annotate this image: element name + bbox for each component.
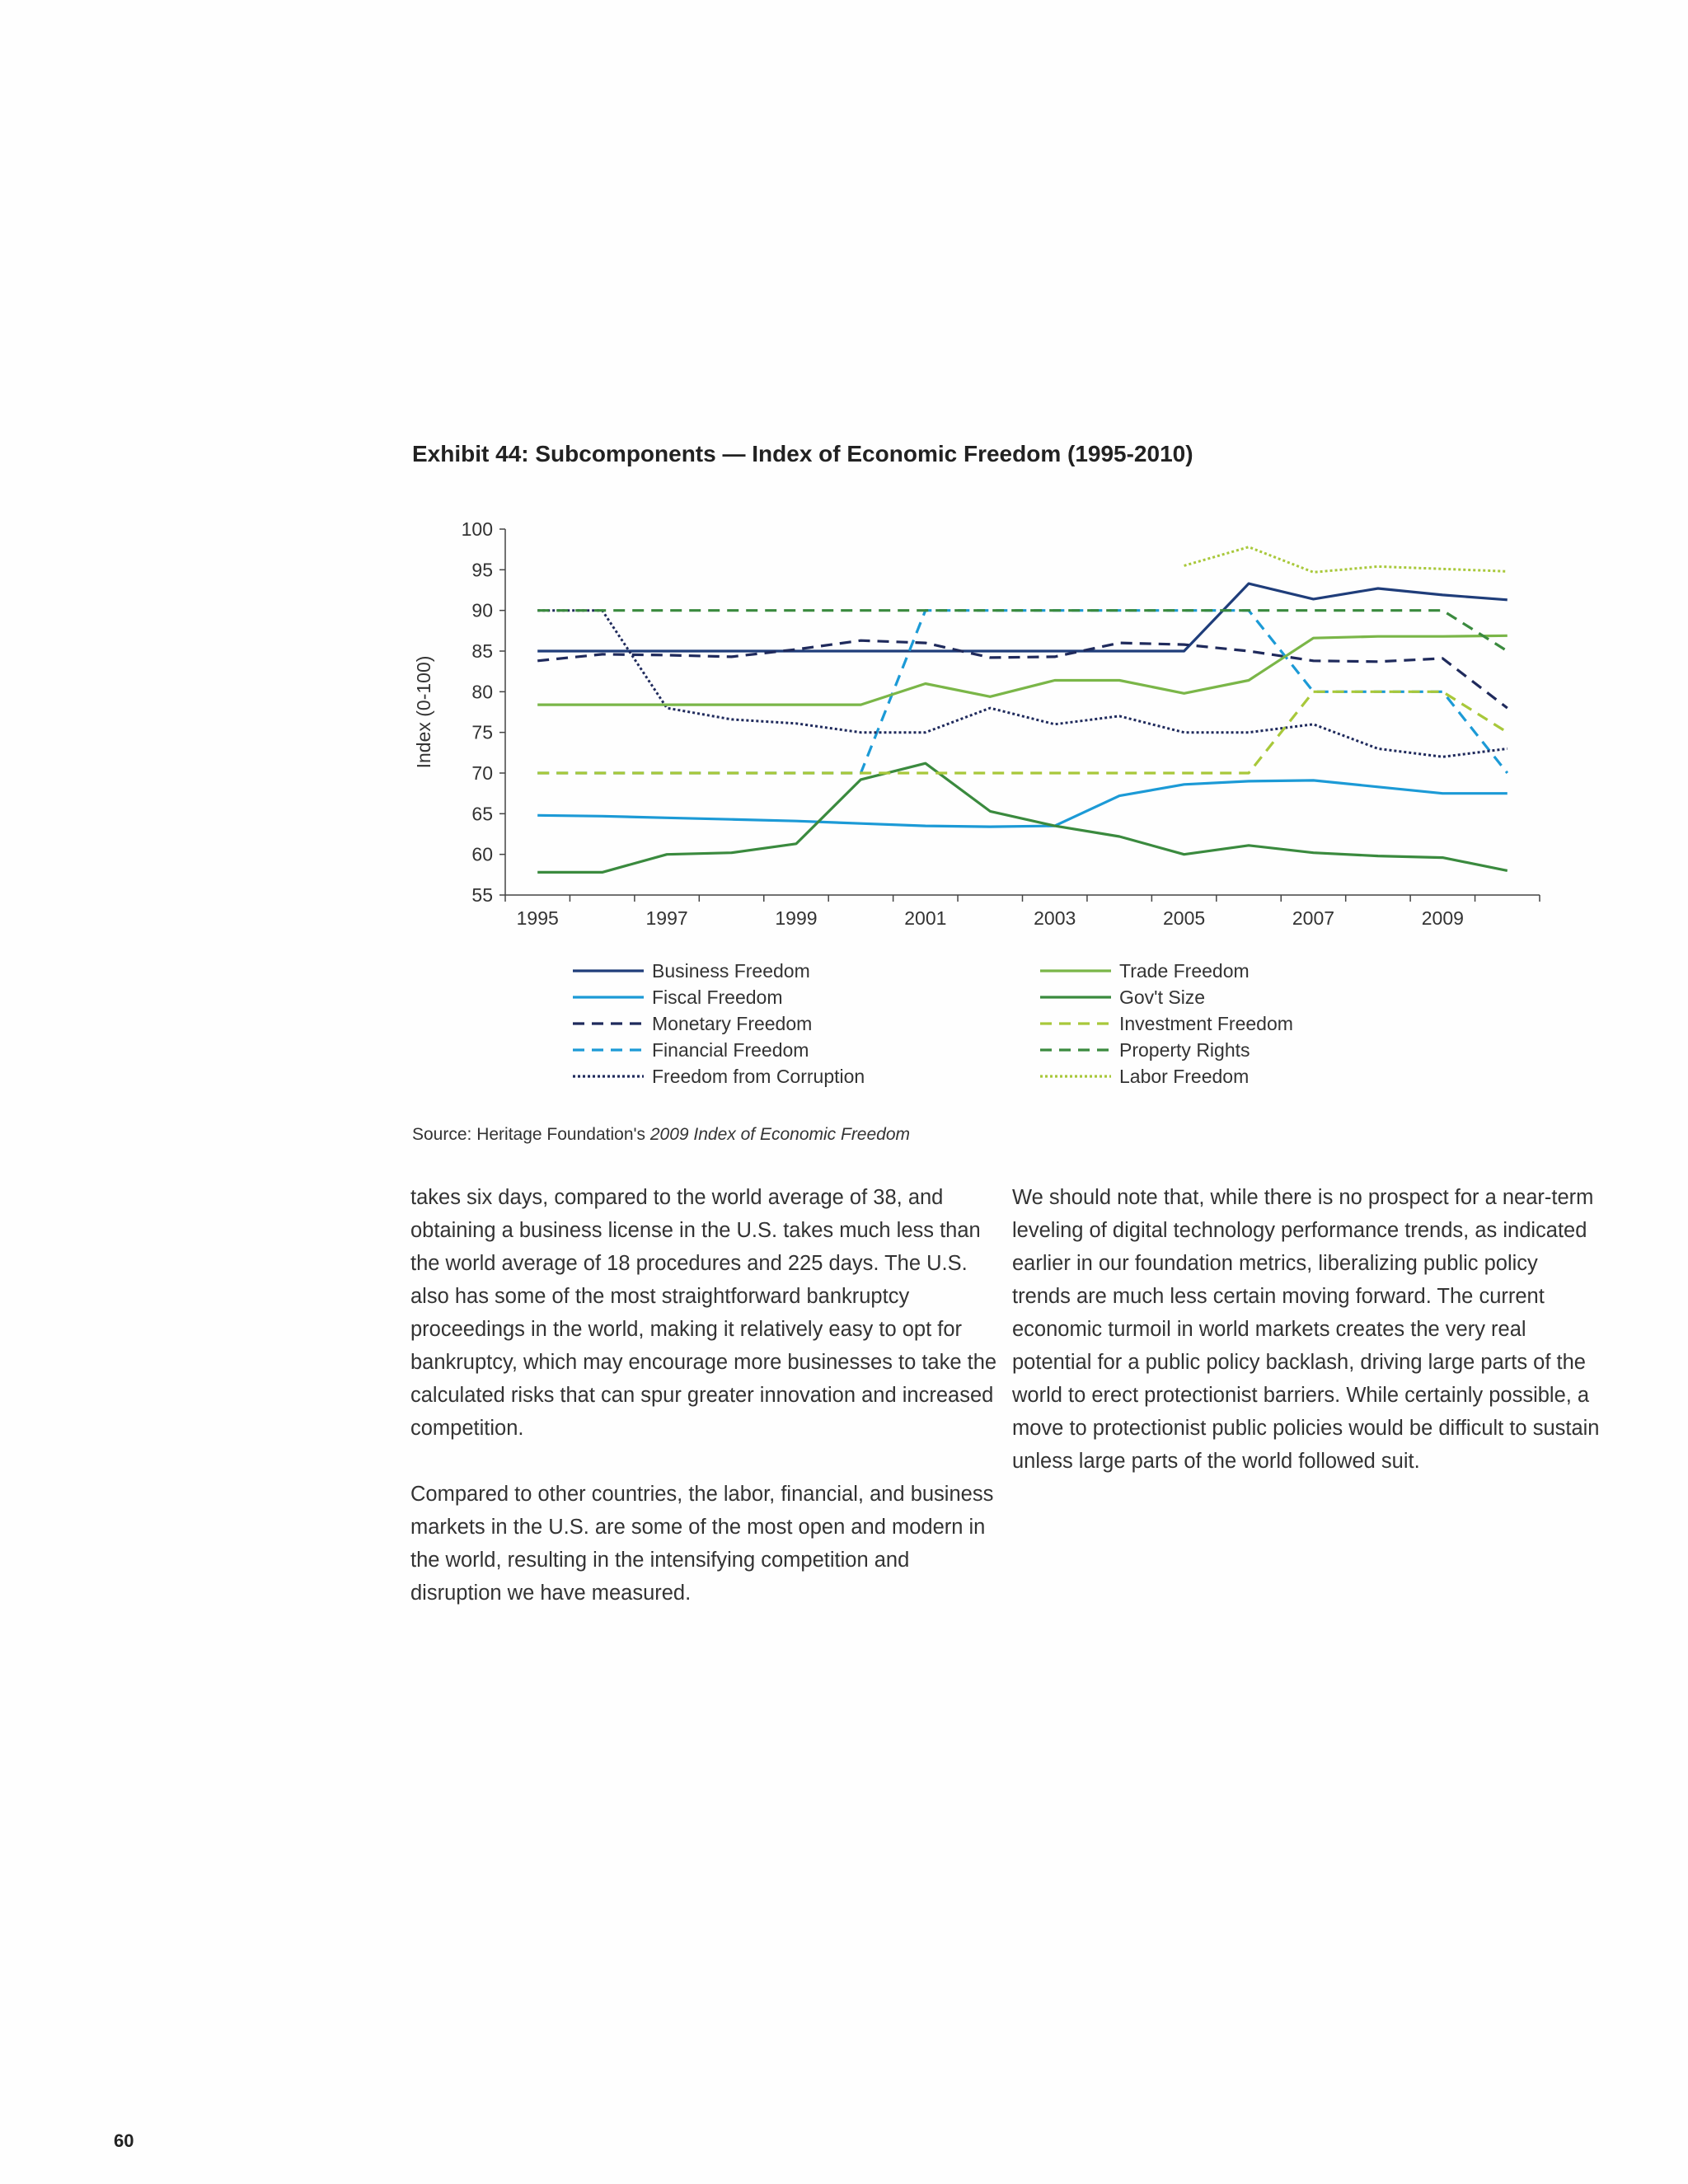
source-title: 2009 Index of Economic Freedom: [649, 1125, 911, 1144]
legend-label: Investment Freedom: [1119, 1013, 1293, 1034]
legend-label: Freedom from Corruption: [652, 1066, 865, 1087]
chart-legend: [573, 960, 1293, 1087]
paragraph: Compared to other countries, the labor, financial, and business markets in the U.S. are some of the most open and modern in the world, resulting in the intensifying competition and disruption we have measured.: [410, 1483, 994, 1605]
series-line-business-freedom: [537, 583, 1507, 651]
x-tick-label: 1999: [775, 907, 818, 929]
series-line-trade-freedom: [537, 635, 1507, 705]
series-line-labor-freedom: [1184, 547, 1507, 573]
y-tick-label: 80: [471, 681, 493, 703]
x-tick-label: 2001: [904, 907, 947, 929]
y-tick-label: 100: [461, 518, 493, 540]
y-tick-label: 60: [471, 843, 493, 865]
legend-label: Trade Freedom: [1119, 960, 1250, 982]
legend-label: Financial Freedom: [652, 1039, 809, 1061]
line-chart: [404, 507, 1574, 1108]
x-tick-label: 2003: [1034, 907, 1076, 929]
plot-area: [413, 518, 1540, 929]
y-tick-label: 55: [471, 884, 493, 906]
exhibit-title: Exhibit 44: Subcomponents — Index of Economic Freedom (1995-2010): [412, 441, 1193, 466]
legend-label: Labor Freedom: [1119, 1066, 1250, 1087]
x-tick-label: 2009: [1421, 907, 1464, 929]
series-line-freedom-from-corruption: [537, 611, 1507, 757]
x-tick-label: 1995: [516, 907, 559, 929]
right-text-column: [1012, 1181, 1601, 1511]
y-tick-label: 95: [471, 559, 493, 581]
legend-label: Gov't Size: [1119, 987, 1206, 1008]
legend-label: Monetary Freedom: [652, 1013, 813, 1034]
legend-label: Property Rights: [1119, 1039, 1250, 1061]
paragraph: takes six days, compared to the world average of 38, and obtaining a business license in the U.S. takes much less than the world average of 18 procedures and 225 days. The U.S. also has some of the most straightforward bankruptcy proceedings in the world, making it relatively easy to opt for bankruptcy, which may encourage more businesses to take the calculated risks that can spur greater innovation and increased competition.: [410, 1186, 997, 1440]
y-axis-label: Index (0-100): [413, 655, 434, 769]
y-tick-label: 90: [471, 599, 493, 621]
source-note: [412, 1125, 910, 1145]
left-text-column: [410, 1181, 1000, 1643]
page-number: 60: [114, 2130, 134, 2151]
x-tick-label: 2007: [1292, 907, 1335, 929]
y-tick-label: 65: [471, 803, 493, 825]
legend-label: Fiscal Freedom: [652, 987, 783, 1008]
series-line-property-rights: [537, 611, 1507, 651]
y-tick-label: 85: [471, 640, 493, 662]
legend-label: Business Freedom: [652, 960, 810, 982]
y-tick-label: 75: [471, 721, 493, 743]
y-tick-label: 70: [471, 762, 493, 784]
x-tick-label: 1997: [645, 907, 688, 929]
x-tick-label: 2005: [1163, 907, 1206, 929]
source-prefix: Source: Heritage Foundation's: [412, 1125, 650, 1144]
paragraph: We should note that, while there is no prospect for a near-term leveling of digital technology performance trends, as indicated earlier in our foundation metrics, liberalizing public policy trends are much less certain moving forward. The current economic turmoil in world markets creates the very real potential for a public policy backlash, driving large parts of the world to erect protectionist barriers. While certainly possible, a move to protectionist public policies would be difficult to sustain unless large parts of the world followed suit.: [1012, 1186, 1600, 1473]
